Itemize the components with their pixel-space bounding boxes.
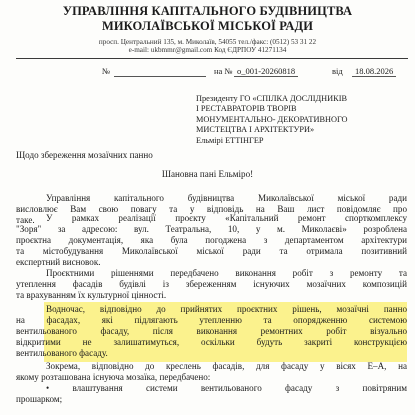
paragraph-drawings <box>16 361 407 405</box>
paragraph-line: відкритими не залишатимуться, оскільки будуть закриті конструкцією <box>16 337 407 348</box>
addressee-line: Президенту ГО «СПІЛКА ДОСЛІДНИКІВ <box>196 94 347 103</box>
contact-line2: e-mail: ukbmmr@gmail.com Код ЄДРПОУ 41271134 <box>128 46 287 54</box>
paragraph-line: таке. <box>16 215 35 226</box>
paragraph-line: проєктна документація, яка була погоджена з департаментом архітектури <box>16 235 407 246</box>
addressee-line: МОНУМЕНТАЛЬНО- ДЕКОРАТИВНОГО <box>196 114 348 124</box>
paragraph-line: Управління капітального будівництва Миколаївської міської ради <box>46 193 407 203</box>
paragraph-line: утеплення фасадів будівлі із збереженням існуючих мозаїчних композицій <box>16 279 407 290</box>
in-reply-label: на № <box>214 66 233 76</box>
paragraph-line: Проєктними рішеннями передбачено виконання робіт з ремонту та <box>46 268 407 278</box>
addressee-name: Ельмірі ЕТТІНГЕР <box>196 135 264 145</box>
paragraph-line: Водночас, відповідно до прийнятих проєктних рішень, мозаїчні панно <box>46 304 407 314</box>
addressee-line: МИСТЕЦТВА І АРХІТЕКТУРИ» <box>196 125 315 135</box>
paragraph-design-solutions <box>16 268 407 301</box>
paragraph-line: та врахуванням їх культурної цінності. <box>16 290 167 301</box>
date-prefix: від <box>332 66 343 76</box>
outgoing-date: 18.08.2026 <box>352 66 396 77</box>
bullet-line: • влаштування системи вентильованого фасаду з повітряним <box>46 383 407 394</box>
paragraph-line: Зокрема, відповідно до креслень фасадів, для фасаду у вісях Е–А, на <box>46 361 407 371</box>
org-name-line1: УПРАВЛІННЯ КАПІТАЛЬНОГО БУДІВНИЦТВА <box>62 4 353 18</box>
paragraph-highlighted <box>16 304 407 359</box>
paragraph-line: висловлює Вам свою повагу та у відповідь на Ваш лист повідомляє про <box>16 204 407 215</box>
paragraph-line: якому розташована існуюча мозаїка, передбачено: <box>16 372 211 383</box>
addressee-block <box>196 94 411 146</box>
paragraph-line: прошарком; <box>16 394 63 405</box>
paragraph-line: вентильованого фасаду. <box>16 348 108 359</box>
paragraph-line: вентильованого фасаду, після виконання ремонтних робіт візуально <box>16 326 407 337</box>
ref-prefix: № <box>102 66 111 76</box>
paragraph-project <box>16 213 407 268</box>
paragraph-line: "Зоря" за адресою: вул. Театральна, 10, у м. Миколаєві» розроблена <box>16 224 407 235</box>
org-name-line2: МИКОЛАЇВСЬКОЇ МІСЬКОЇ РАДИ <box>101 19 314 33</box>
paragraph-line: експертний висновок. <box>16 257 101 268</box>
salutation: Шановна пані Ельміро! <box>161 169 254 179</box>
contact-line1: просп. Центральний 135, м. Миколаїв, 54055 тел./факс: (0512) 53 31 22 <box>98 38 317 46</box>
paragraph-line: на фасадах, які підлягають утепленню та опорядженню системою <box>16 315 407 326</box>
paragraph-line: У рамках реалізації проєкту «Капітальний ремонт спорткомплексу <box>46 213 407 223</box>
paragraph-line: та містобудування Миколаївської міської ради та отримала позитивний <box>16 246 407 257</box>
letterhead-rule <box>16 58 408 59</box>
letter-subject: Щодо збереження мозаїчних панно <box>16 150 153 160</box>
addressee-line: І РЕСТАВРАТОРІВ ТВОРІВ <box>196 104 297 114</box>
ref-number-blank <box>114 66 206 77</box>
outgoing-number: о_001-20260818 <box>234 66 298 77</box>
